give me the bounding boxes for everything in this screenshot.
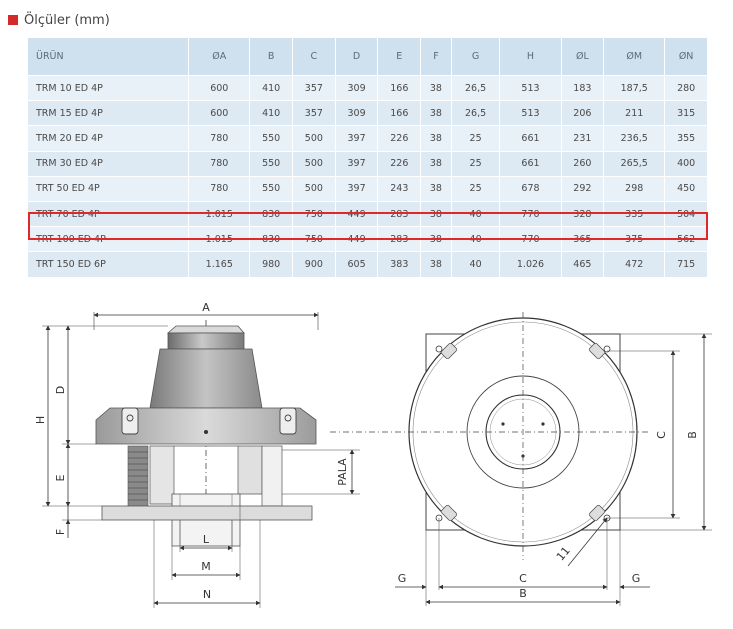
dimension-cell: 206 [562, 100, 605, 125]
dimension-cell: 465 [562, 251, 605, 276]
dim-hole-label: 11 [553, 544, 573, 564]
dimension-cell: 38 [421, 226, 452, 251]
product-name-cell: TRM 20 ED 4P [28, 125, 189, 150]
column-header: F [421, 38, 452, 75]
dimension-cell: 750 [293, 201, 336, 226]
dimension-cell: 678 [500, 176, 561, 201]
dimension-cell: 550 [250, 125, 293, 150]
product-name-cell: TRT 150 ED 6P [28, 251, 189, 276]
dimension-cell: 38 [421, 151, 452, 176]
dimension-cell: 38 [421, 251, 452, 276]
dimension-cell: 328 [562, 201, 605, 226]
column-header: ØL [562, 38, 605, 75]
dimension-cell: 298 [604, 176, 665, 201]
dimension-cell: 550 [250, 176, 293, 201]
dimension-cell: 780 [189, 176, 250, 201]
dim-g-left-label: G [397, 572, 407, 585]
dimension-cell: 231 [562, 125, 605, 150]
dimension-cell: 410 [250, 75, 293, 100]
dimension-cell: 40 [452, 226, 501, 251]
column-header: ØM [604, 38, 665, 75]
product-name-cell: TRM 10 ED 4P [28, 75, 189, 100]
side-view [34, 301, 360, 608]
dimension-cell: 661 [500, 151, 561, 176]
dimension-cell: 355 [665, 125, 708, 150]
dimension-cell: 38 [421, 100, 452, 125]
dimension-cell: 260 [562, 151, 605, 176]
dimension-cell: 243 [378, 176, 421, 201]
dimension-cell: 40 [452, 201, 501, 226]
dimension-cell: 283 [378, 226, 421, 251]
dimension-cell: 166 [378, 75, 421, 100]
dimension-cell: 187,5 [604, 75, 665, 100]
dimension-cell: 513 [500, 100, 561, 125]
column-header: C [293, 38, 336, 75]
dimension-cell: 770 [500, 226, 561, 251]
dimension-cell: 38 [421, 125, 452, 150]
dimension-cell: 280 [665, 75, 708, 100]
column-header: D [336, 38, 379, 75]
product-name-cell: TRT 100 ED 4P [28, 226, 189, 251]
dimension-cell: 357 [293, 75, 336, 100]
column-header: H [500, 38, 561, 75]
dimension-cell: 780 [189, 125, 250, 150]
dimension-cell: 25 [452, 176, 501, 201]
dimension-cell: 449 [336, 226, 379, 251]
dimension-cell: 309 [336, 100, 379, 125]
column-header: G [452, 38, 501, 75]
product-name-cell: TRT 70 ED 4P [28, 201, 189, 226]
dimension-cell: 400 [665, 151, 708, 176]
dimension-cell: 500 [293, 125, 336, 150]
dimension-cell: 226 [378, 151, 421, 176]
dim-pala-label: PALA [336, 458, 349, 486]
dimension-cell: 830 [250, 226, 293, 251]
dimension-cell: 830 [250, 201, 293, 226]
column-header-product: ÜRÜN [28, 38, 189, 75]
dimension-cell: 226 [378, 125, 421, 150]
dimension-cell: 183 [562, 75, 605, 100]
dim-f-label: F [54, 528, 67, 536]
dim-c-vertical-label: C [655, 431, 668, 439]
dimension-cell: 900 [293, 251, 336, 276]
dimension-cell: 26,5 [452, 75, 501, 100]
dimension-cell: 449 [336, 201, 379, 226]
dim-b-horizontal-label: B [519, 587, 527, 600]
dim-n-label: N [202, 588, 212, 601]
product-name-cell: TRM 15 ED 4P [28, 100, 189, 125]
dimension-cell: 375 [604, 226, 665, 251]
dimension-cell: 770 [500, 201, 561, 226]
dimension-cell: 450 [665, 176, 708, 201]
dimension-cell: 562 [665, 226, 708, 251]
dim-e-label: E [54, 474, 67, 482]
dimension-cell: 383 [378, 251, 421, 276]
dim-h-label: H [34, 415, 47, 425]
dimension-cell: 283 [378, 201, 421, 226]
dimension-cell: 715 [665, 251, 708, 276]
dim-g-right-label: G [631, 572, 641, 585]
top-view [330, 312, 712, 606]
dimension-cell: 780 [189, 151, 250, 176]
column-header: E [378, 38, 421, 75]
dimension-cell: 500 [293, 176, 336, 201]
dimension-cell: 309 [336, 75, 379, 100]
dimension-cell: 397 [336, 151, 379, 176]
dimension-cell: 40 [452, 251, 501, 276]
dim-c-horizontal-label: C [519, 572, 527, 585]
dimension-cell: 397 [336, 125, 379, 150]
dimension-cell: 357 [293, 100, 336, 125]
column-header: ØN [665, 38, 708, 75]
dimension-cell: 38 [421, 176, 452, 201]
dimension-cell: 600 [189, 100, 250, 125]
dimension-cell: 365 [562, 226, 605, 251]
dimension-cell: 25 [452, 125, 501, 150]
dimension-cell: 38 [421, 201, 452, 226]
dimension-cell: 410 [250, 100, 293, 125]
dimension-cell: 236,5 [604, 125, 665, 150]
dim-l-label: L [202, 533, 210, 546]
dimension-cell: 211 [604, 100, 665, 125]
product-name-cell: TRM 30 ED 4P [28, 151, 189, 176]
dimension-cell: 750 [293, 226, 336, 251]
dimension-cell: 1.015 [189, 201, 250, 226]
dimension-cell: 605 [336, 251, 379, 276]
dimension-cell: 504 [665, 201, 708, 226]
dimension-cell: 38 [421, 75, 452, 100]
dimension-cell: 550 [250, 151, 293, 176]
dim-d-label: D [54, 385, 67, 395]
dimension-cell: 472 [604, 251, 665, 276]
dimension-cell: 1.165 [189, 251, 250, 276]
dimension-cell: 26,5 [452, 100, 501, 125]
dim-b-vertical-label: B [686, 431, 699, 439]
dim-m-label: M [201, 560, 211, 573]
dimension-cell: 265,5 [604, 151, 665, 176]
product-name-cell: TRT 50 ED 4P [28, 176, 189, 201]
column-header: B [250, 38, 293, 75]
section-title: Ölçüler (mm) [24, 12, 110, 28]
dimension-cell: 335 [604, 201, 665, 226]
dimension-cell: 500 [293, 151, 336, 176]
dimension-cell: 600 [189, 75, 250, 100]
dimension-cell: 25 [452, 151, 501, 176]
dimension-cell: 397 [336, 176, 379, 201]
dimension-cell: 315 [665, 100, 708, 125]
column-header: ØA [189, 38, 250, 75]
dimension-cell: 1.026 [500, 251, 561, 276]
dimension-cell: 166 [378, 100, 421, 125]
dimension-cell: 661 [500, 125, 561, 150]
dimension-cell: 980 [250, 251, 293, 276]
dimension-cell: 292 [562, 176, 605, 201]
dimension-cell: 513 [500, 75, 561, 100]
dimension-cell: 1.015 [189, 226, 250, 251]
dim-a-label: A [202, 301, 210, 314]
